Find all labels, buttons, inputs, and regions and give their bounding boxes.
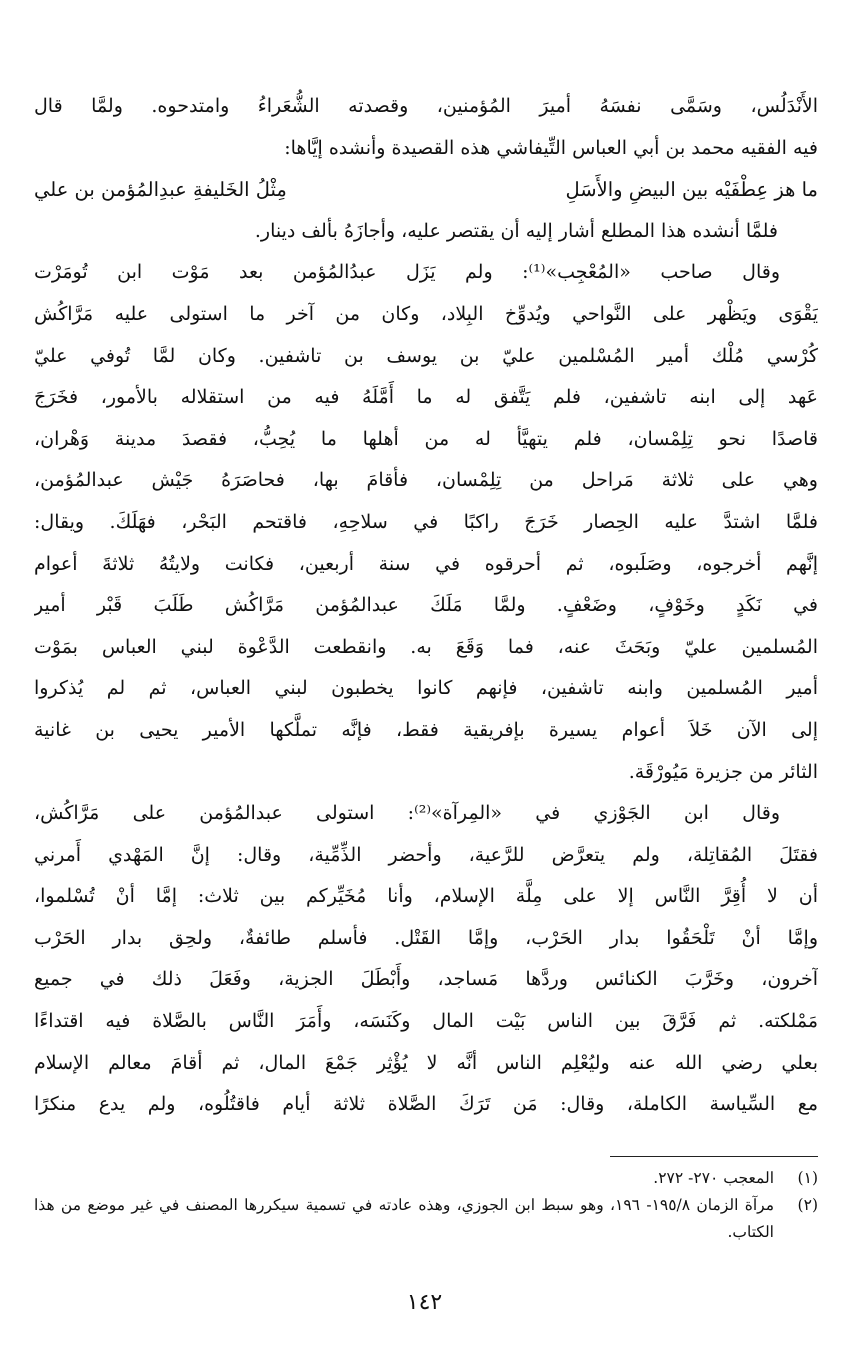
footnote-separator	[610, 1156, 818, 1157]
footnote-text: المعجب ٢٧٠- ٢٧٢.	[653, 1169, 774, 1187]
footnote-number: (٢)	[797, 1196, 818, 1214]
text-line: مَمْلكته. ثم فَرَّقَ بين الناس بَيْت المال وكَنَسَه، وأَمَرَ النَّاس بالصَّلاة فيه اقتداءًا	[34, 1010, 818, 1033]
text-line: وهي على ثلاثة مَراحل من تِلِمْسان، فأقامَ بها، فحاصَرَهُ جَيْش عبدالمُؤمن،	[34, 469, 818, 492]
footnotes	[34, 1165, 818, 1246]
verse-hemistich-first: ما هز عِطْفَيْه بين البيضِ والأَسَلِ	[565, 178, 818, 202]
text-line: إلى الآن خَلاَ أعوام يسيرة بإفريقية فقط، فإنَّه تملَّكها الأمير يحيى بن غانية	[34, 718, 818, 741]
footnote-number: (١)	[797, 1169, 818, 1187]
text-line: كُرْسي مُلْك أمير المُسْلمين عليّ بن يوسف بن تاشفين. وكان لمَّا تُوفي عليّ	[34, 344, 818, 367]
text-line: فلمَّا اشتدَّ عليه الحِصار خَرَجَ راكبًا في سلاحِهِ، فاقتحم البَحْر، فهَلَكَ. ويقال:	[34, 510, 818, 533]
paragraph-start-line: وقال ابن الجَوْزي في «المِرآة»⁽²⁾: استولى عبدالمُؤمن على مَرَّاكُش،	[34, 802, 780, 825]
text-line: إنَّهم أخرجوه، وصَلَبوه، ثم أحرقوه في سنة أربعين، فكانت ولايتُهُ ثلاثةَ أعوام	[34, 552, 818, 575]
text-line: وإمَّا أنْ تَلْحَقُوا بدار الحَرْب، وإمَّا القَتْل. فأسلم طائفةٌ، ولحِق بدار الحَرْب	[34, 926, 818, 949]
text-line: الأَنْدَلُس، وسَمَّى نفسَهُ أميرَ المُؤمنين، وقصدته الشُّعَراءُ وامتدحوه. ولمَّا قال	[34, 95, 818, 117]
text-line: مع السِّياسة الكاملة، وقال: مَن تَرَكَ الصَّلاة ثلاثة أيام فاقتُلُوه، ولم يدع منكرًا	[34, 1093, 818, 1116]
poetry-verse	[34, 169, 818, 211]
text-line: بعلي رضي الله عنه وليُعْلِم الناس أنَّه لا يُؤْثِر جَمْعَ المال، ثم أقامَ معالم الإسلام	[34, 1051, 818, 1074]
text-line: فيه الفقيه محمد بن أبي العباس التِّيفاشي هذه القصيدة وأنشده إيَّاها:	[284, 136, 818, 159]
verse-hemistich-second: مِثْلُ الخَليفةِ عبدِالمُؤمن بن علي	[34, 178, 287, 202]
text-line: فلمَّا أنشده هذا المطلع أشار إليه أن يقتصر عليه، وأجازَهُ بألف دينار.	[254, 219, 778, 242]
footnote	[34, 1192, 818, 1246]
text-line: في نَكَدٍ وخَوْفٍ، وضَعْفٍ. ولمَّا مَلَكَ عبدالمُؤمن مَرَّاكُش طَلَبَ قَبْر أمير	[34, 594, 818, 617]
text-line: فقتَلَ المُقاتِلة، ولم يتعرَّض للرَّعية، وأحضر الذِّمِّية، وقال: إنَّ المَهْدي أَمرني	[34, 843, 818, 866]
text-line: المُسلمين عليّ وبَحَثَ عنه، فما وَقَعَ به. وانقطعت الدَّعْوة لبني العباس بمَوْت	[34, 635, 818, 658]
main-text	[34, 86, 818, 1126]
text-line: قاصدًا نحو تِلِمْسان، فلم يتهيَّأ له من أهلها ما يُحِبُّ، فقصدَ مدينة وَهْران،	[34, 427, 818, 450]
text-line: يَقْوَى ويَظْهر على النَّواحي ويُدوِّخ البِلاد، وكان من آخر ما استولى عليه مَرَّاكُش	[34, 302, 818, 325]
footnote-text: مرآة الزمان ١٩٥/٨- ١٩٦، وهو سبط ابن الجوزي، وهذه عادته في تسمية سيكررها المصنف في غير موضع من هذا الكتاب.	[34, 1196, 775, 1241]
footnote	[34, 1165, 818, 1192]
text-line: الثائر من جزيرة مَيُورْقَة.	[628, 760, 818, 783]
paragraph-start-line: وقال صاحب «المُعْجِب»⁽¹⁾: ولم يَزَل عبدُالمُؤمن بعد مَوْت ابن تُومَرْت	[34, 261, 780, 284]
text-line: آخرون، وخَرَّبَ الكنائس وردَّها مَساجد، وأَبْطَلَ الجزية، وفَعَلَ ذلك في جميع	[34, 968, 818, 991]
text-line: أن لا أُقِرَّ النَّاس إلا على مِلَّة الإسلام، وأنا مُخَيِّركم بين ثلاث: إمَّا أنْ تُسْلموا،	[34, 885, 818, 908]
text-line: عَهد إلى ابنه تاشفين، فلم يَتَّفق له ما أَمَّلَهُ فيه من استقلاله بالأمور، فخَرَجَ	[34, 386, 818, 409]
text-line: أمير المُسلمين وابنه تاشفين، فإنهم كانوا يخطبون لبني العباس، ثم لم يُذكروا	[34, 677, 818, 700]
page-number: ١٤٢	[406, 1290, 443, 1315]
